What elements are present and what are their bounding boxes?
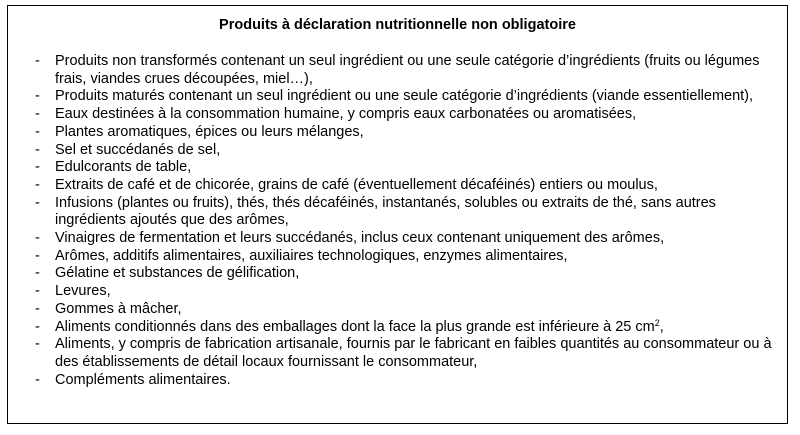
bullet-dash: - bbox=[35, 230, 40, 247]
list-item bbox=[8, 283, 787, 301]
list-item-text: Sel et succédanés de sel, bbox=[55, 141, 221, 158]
bullet-dash: - bbox=[35, 247, 40, 264]
list-item bbox=[8, 336, 787, 371]
list-item-suffix: , bbox=[659, 318, 664, 335]
list-item bbox=[8, 248, 787, 266]
bullet-dash: - bbox=[35, 300, 40, 317]
box-title: Produits à déclaration nutritionnelle non obligatoire bbox=[219, 17, 576, 33]
bullet-dash: - bbox=[35, 194, 40, 211]
list-item-text: Aliments, y compris de fabrication artisanale, fournis par le fabricant en faibles quantités au consommateur ou à des établissements de détail locaux fournissant le consommateur, bbox=[55, 336, 772, 370]
list-item-text: Plantes aromatiques, épices ou leurs mélanges, bbox=[55, 123, 364, 140]
list-item-text: Aliments conditionnés dans des emballages dont la face la plus grande est inférieure à 25 cm bbox=[55, 318, 655, 335]
bullet-dash: - bbox=[35, 371, 40, 388]
list-item-text: Produits non transformés contenant un seul ingrédient ou une seule catégorie d’ingrédients (fruits ou légumes frais, viandes crues découpées, miel…), bbox=[55, 53, 760, 87]
list-item bbox=[8, 177, 787, 195]
list-item-text: Produits maturés contenant un seul ingrédient ou une seule catégorie d’ingrédients (viande essentiellement), bbox=[55, 88, 754, 105]
bullet-dash: - bbox=[35, 176, 40, 193]
superscript-exponent: 2 bbox=[654, 317, 660, 328]
list-item-text: Levures, bbox=[55, 283, 111, 300]
bullet-dash: - bbox=[35, 141, 40, 158]
bullet-dash: - bbox=[35, 53, 40, 69]
list-item-text: Edulcorants de table, bbox=[55, 159, 192, 176]
list-item bbox=[8, 319, 787, 337]
list-item bbox=[8, 106, 787, 124]
list-item bbox=[8, 88, 787, 106]
list-item bbox=[8, 53, 787, 88]
list-item-text: Infusions (plantes ou fruits), thés, thés décaféinés, instantanés, solubles ou extraits de thé, sans autres ingrédients ajoutés que des arômes, bbox=[55, 194, 716, 229]
bullet-dash: - bbox=[35, 336, 40, 353]
bullet-dash: - bbox=[35, 106, 40, 123]
list-item bbox=[8, 159, 787, 177]
list-item-text: Compléments alimentaires. bbox=[55, 371, 231, 388]
list-item bbox=[8, 372, 787, 390]
list-item bbox=[8, 230, 787, 248]
list-item bbox=[8, 301, 787, 319]
bullet-dash: - bbox=[35, 318, 40, 335]
list-item-text: Extraits de café et de chicorée, grains de café (éventuellement décaféinés) entiers ou moulus, bbox=[55, 176, 658, 193]
product-list bbox=[8, 53, 787, 389]
list-item bbox=[8, 265, 787, 283]
info-box bbox=[7, 5, 788, 424]
list-item-text: Gélatine et substances de gélification, bbox=[55, 265, 300, 282]
list-item bbox=[8, 124, 787, 142]
bullet-dash: - bbox=[35, 159, 40, 176]
bullet-dash: - bbox=[35, 123, 40, 140]
list-item bbox=[8, 195, 787, 230]
list-item-text: Vinaigres de fermentation et leurs succédanés, inclus ceux contenant uniquement des arômes, bbox=[55, 230, 665, 247]
bullet-dash: - bbox=[35, 88, 40, 105]
list-item-text: Eaux destinées à la consommation humaine, y compris eaux carbonatées ou aromatisées, bbox=[55, 106, 637, 123]
bullet-dash: - bbox=[35, 265, 40, 282]
list-item-text: Arômes, additifs alimentaires, auxiliaires technologiques, enzymes alimentaires, bbox=[55, 247, 568, 264]
bullet-dash: - bbox=[35, 283, 40, 300]
list-item bbox=[8, 142, 787, 160]
list-item-text: Gommes à mâcher, bbox=[55, 300, 182, 317]
